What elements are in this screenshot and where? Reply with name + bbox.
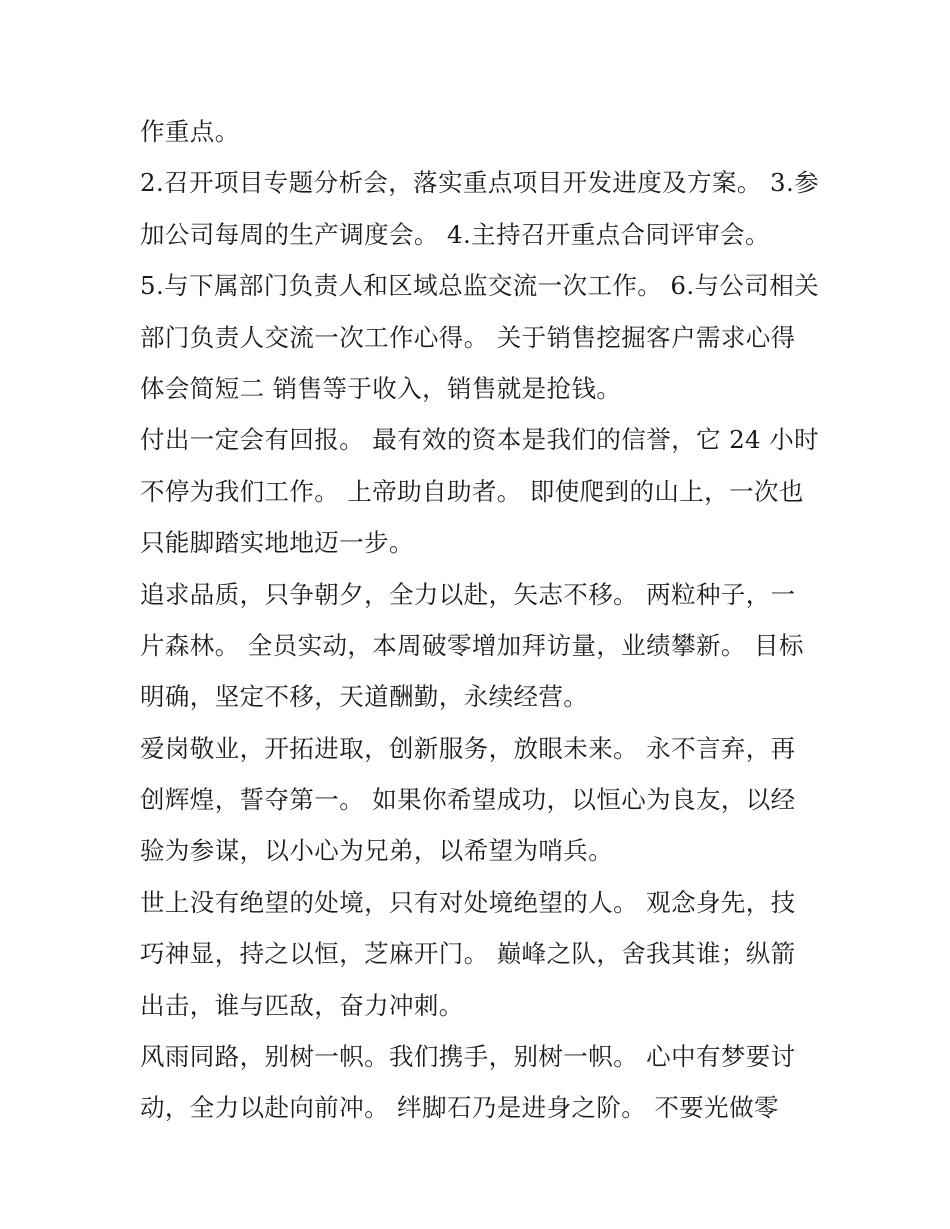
- text-line: 付出一定会有回报。 最有效的资本是我们的信誉，它 24 小时: [140, 425, 820, 455]
- text-line: 巧神显，持之以恒，芝麻开门。 巅峰之队，舍我其谁；纵箭: [140, 939, 796, 969]
- text-line: 不停为我们工作。 上帝助自助者。 即使爬到的山上，一次也: [140, 476, 804, 506]
- text-line: 只能脚踏实地地迈一步。: [140, 528, 414, 558]
- document-body: [140, 106, 820, 1134]
- text-line: 明确，坚定不移，天道酬勤，永续经营。: [140, 682, 589, 712]
- text-line: 创辉煌，誓夺第一。 如果你希望成功，以恒心为良友，以经: [140, 785, 796, 815]
- text-line: 追求品质，只争朝夕，全力以赴，矢志不移。 两粒种子，一: [140, 579, 796, 609]
- text-line: 爱岗敬业，开拓进取，创新服务，放眼未来。 永不言弃，再: [140, 733, 796, 763]
- text-line: 片森林。 全员实动，本周破零增加拜访量，业绩攀新。 目标: [140, 630, 804, 660]
- text-line: 风雨同路，别树一帜。我们携手，别树一帜。 心中有梦要讨: [140, 1042, 796, 1072]
- text-line: 加公司每周的生产调度会。 4.主持召开重点合同评审会。: [140, 219, 770, 249]
- text-line: 作重点。: [140, 117, 240, 146]
- text-line: 世上没有绝望的处境，只有对处境绝望的人。 观念身先，技: [140, 887, 796, 917]
- text-line: 验为参谋，以小心为兄弟，以希望为哨兵。: [140, 836, 614, 866]
- text-line: 出击，谁与匹敌，奋力冲刺。: [140, 990, 464, 1020]
- text-line: 部门负责人交流一次工作心得。 关于销售挖掘客户需求心得: [140, 322, 796, 352]
- text-line: 动，全力以赴向前冲。 绊脚石乃是进身之阶。 不要光做零: [140, 1093, 779, 1123]
- text-line: 2.召开项目专题分析会，落实重点项目开发进度及方案。 3.参: [140, 168, 820, 198]
- text-line: 体会简短二 销售等于收入，销售就是抢钱。: [140, 373, 622, 403]
- text-line: 5.与下属部门负责人和区域总监交流一次工作。 6.与公司相关: [140, 271, 820, 301]
